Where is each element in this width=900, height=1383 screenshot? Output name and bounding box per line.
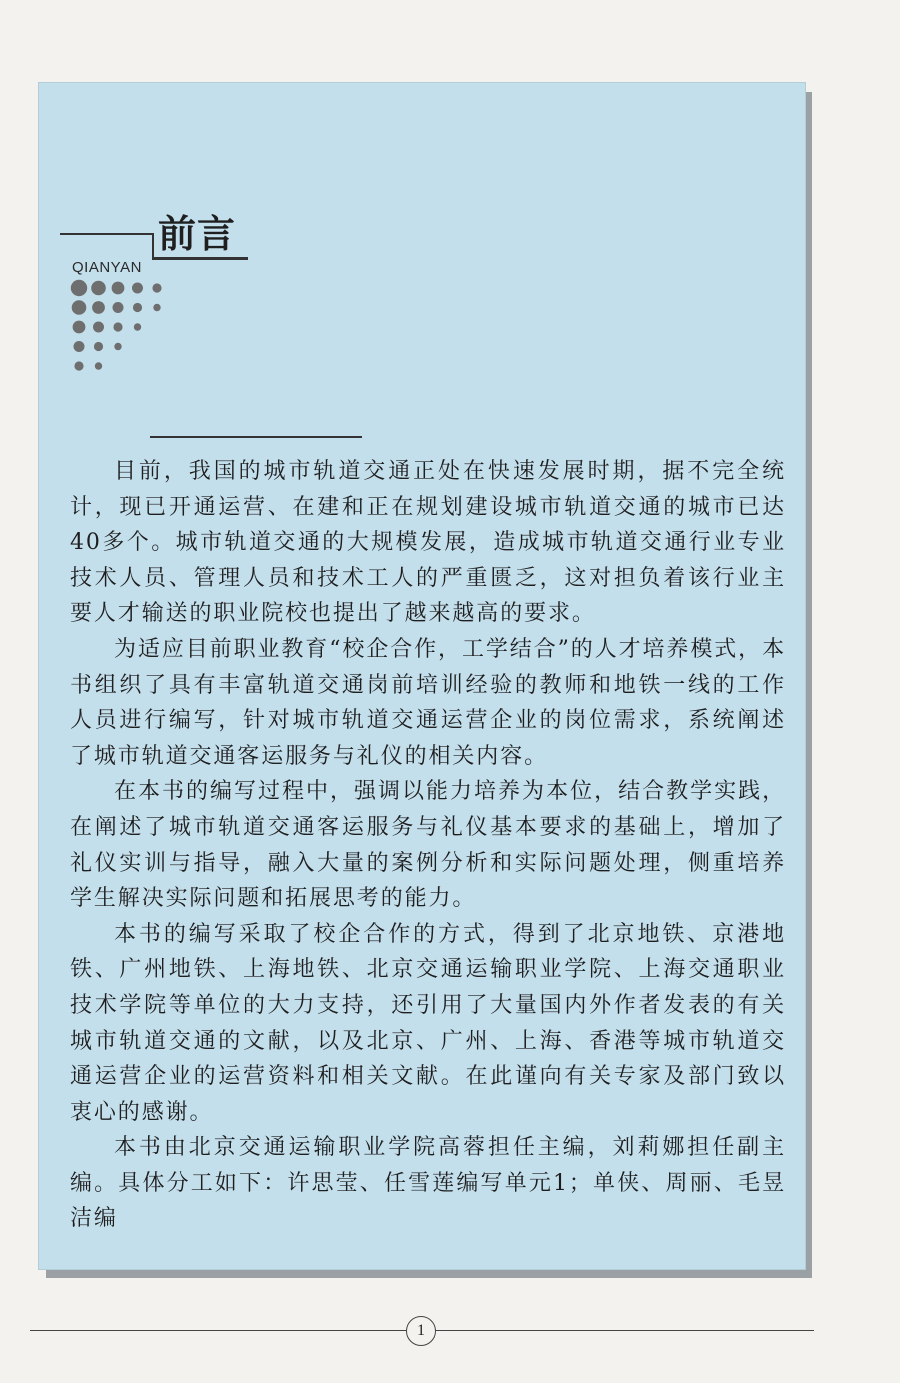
- decorative-dot: [134, 323, 141, 330]
- decorative-dot: [74, 341, 85, 352]
- paragraph-3: 在本书的编写过程中，强调以能力培养为本位，结合教学实践，在阐述了城市轨道交通客运服务与礼仪基本要求的基础上，增加了礼仪实训与指导，融入大量的案例分析和实际问题处理，侧重培养学生解决实际问题和拓展思考的能力。: [70, 779, 786, 912]
- decorative-dot: [94, 342, 103, 351]
- decorative-dot: [91, 281, 106, 296]
- page-title: 前言: [158, 212, 237, 256]
- footer-rule-left: [30, 1330, 410, 1331]
- paragraph-2: 为适应目前职业教育“校企合作，工学结合”的人才培养模式，本书组织了具有丰富轨道交通岗前培训经验的教师和地铁一线的工作人员进行编写，针对城市轨道交通运营企业的岗位需求，系统阐述了城市轨道交通客运服务与礼仪的相关内容。: [70, 636, 786, 769]
- decorative-dot: [132, 283, 143, 294]
- page-number: 1: [406, 1316, 436, 1346]
- decorative-dot: [112, 282, 125, 295]
- section-rule: [150, 436, 362, 438]
- decorative-dot: [153, 304, 160, 311]
- decorative-dot: [72, 300, 87, 315]
- decorative-dot: [113, 302, 124, 313]
- decorative-dot: [113, 322, 122, 331]
- decorative-dot-grid: [0, 0, 900, 400]
- decorative-dot: [73, 321, 86, 334]
- page-subtitle-pinyin: QIANYAN: [72, 259, 142, 276]
- footer-rule-right: [434, 1330, 814, 1331]
- decorative-dot: [93, 322, 104, 333]
- decorative-dot: [152, 283, 161, 292]
- decorative-dot: [95, 362, 102, 369]
- paragraph-4: 本书的编写采取了校企合作的方式，得到了北京地铁、京港地铁、广州地铁、上海地铁、北京交通运输职业学院、上海交通职业技术学院等单位的大力支持，还引用了大量国内外作者发表的有关城市轨道交通的文献，以及北京、广州、上海、香港等城市轨道交通运营企业的运营资料和相关文献。在此谨向有关专家及部门致以衷心的感谢。: [70, 921, 786, 1125]
- decorative-dot: [74, 361, 83, 370]
- decorative-dot: [114, 343, 121, 350]
- paragraph-5: 本书由北京交通运输职业学院高蓉担任主编，刘莉娜担任副主编。具体分工如下：许思莹、任雪莲编写单元1；单侠、周丽、毛昱洁编: [70, 1135, 786, 1232]
- decorative-dot: [133, 303, 142, 312]
- preface-body: [70, 454, 786, 1237]
- paragraph-1: 目前，我国的城市轨道交通正处在快速发展时期，据不完全统计，现已开通运营、在建和正在规划建设城市轨道交通的城市已达40多个。城市轨道交通的大规模发展，造成城市轨道交通行业专业技术人员、管理人员和技术工人的严重匮乏，这对担负着该行业主要人才输送的职业院校也提出了越来越高的要求。: [70, 459, 786, 627]
- decorative-dot: [92, 301, 105, 314]
- decorative-dot: [71, 280, 87, 296]
